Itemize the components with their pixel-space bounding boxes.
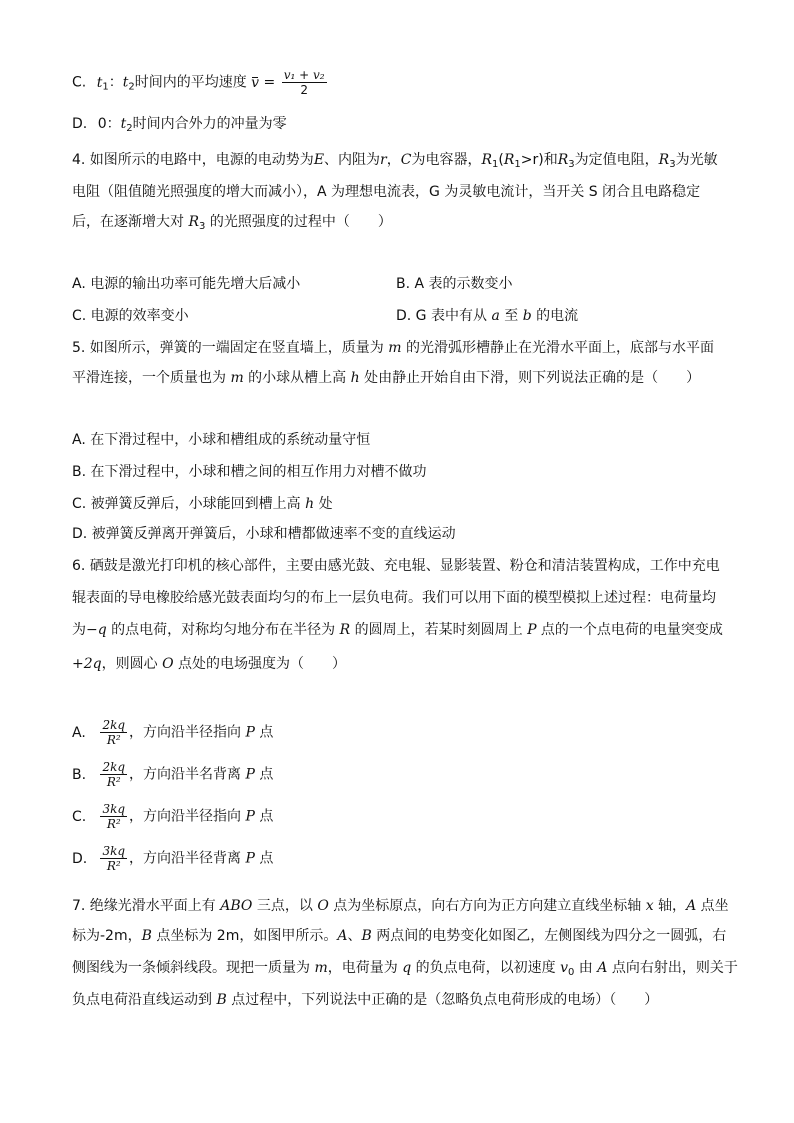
numerator: 3kq [102,802,126,816]
q4-option-b: B. A 表的示数变小 [396,276,513,292]
q5-option-c [72,494,333,514]
q6-option-a [72,718,273,747]
q7-line-3 [72,958,738,983]
text: 点过程中，下列说法中正确的是（忽略负点电荷形成的电场）（ ） [226,992,659,1008]
fraction [100,802,127,831]
q6-line-2: 辊表面的导电橡胶给感光鼓表面均匀的布上一层负电荷。我们可以用下面的模型模拟上述过程：电荷量均 [72,590,716,606]
q3-option-c [72,68,329,98]
text: ，方向沿半径指向 [129,724,246,741]
text: ，方向沿半径指向 [129,808,246,825]
denominator: R² [106,859,121,873]
text: 5. 如图所示，弹簧的一端固定在竖直墙上，质量为 [72,340,389,356]
var: +2q [72,656,102,672]
denominator: R² [106,817,121,831]
var: A [337,928,348,944]
q5-option-b: B. 在下滑过程中，小球和槽之间的相互作用力对槽不做功 [72,464,427,480]
text: 三点，以 [252,898,318,914]
text: ( [498,152,504,168]
var: P [245,850,255,867]
subscript: 1 [492,159,499,170]
q4-option-d [396,306,578,326]
q4-line-2: 电阻（阻值随光照强度的增大而减小），A 为理想电流表，G 为灵敏电流计，当开关 S 闭合且电路稳定 [72,184,701,200]
text: 负点电荷沿直线运动到 [72,992,217,1008]
var-t: t [96,74,103,91]
q5-option-d: D. 被弹簧反弹离开弹簧后，小球和槽都做速率不变的直线运动 [72,526,456,542]
q6-option-c [72,802,273,831]
option-text: 时间内合外力的冲量为零 [132,116,287,132]
numerator: 3kq [102,844,126,858]
text: 、 [347,928,362,944]
text: 点 [254,850,274,867]
text: 处 [314,496,333,512]
var: m [388,340,402,356]
text: 为 [72,622,86,638]
text: 为定值电阻， [574,152,659,168]
var: −q [86,622,107,638]
var: R [503,152,515,168]
denominator: 2 [300,83,308,97]
numerator: v₁ + v₂ [283,68,325,82]
var: R [658,152,670,168]
denominator: R² [106,775,121,789]
text: 的点电荷，对称均匀地分布在半径为 [106,622,340,638]
var: O [317,898,329,914]
denominator: R² [106,733,121,747]
text: 4. 如图所示的电路中，电源的电动势为 [72,152,314,168]
var: E [313,152,325,168]
option-label: D. [72,116,88,132]
var: B [216,992,227,1008]
var: m [314,960,328,976]
q7-line-4 [72,990,658,1010]
text: C. 被弹簧反弹后，小球能回到槽上高 [72,496,306,512]
text: ， [386,152,401,168]
var: a [491,308,500,324]
text: 的光照强度的过程中（ ） [205,214,392,230]
numerator: 2kq [102,760,126,774]
text: 、内阻为 [324,152,381,168]
text: 由 [574,960,598,976]
var: P [527,622,537,638]
option-text: 0： [97,116,121,132]
q6-line-4 [72,654,346,674]
text: 为电容器， [411,152,482,168]
text: 7. 绝缘光滑水平面上有 [72,898,221,914]
text: 点 [254,724,274,741]
var: v [560,960,568,976]
var-t: t [120,116,127,132]
var: A [686,898,697,914]
var: b [522,308,532,324]
var: r [380,152,387,168]
numerator: 2kq [102,718,126,732]
var: C [400,152,412,168]
q6-line-1: 6. 硒鼓是激光打印机的核心部件，主要由感光鼓、充电辊、显影装置、粉仓和清洁装置构成，工作中充电 [72,558,720,574]
fraction [100,718,127,747]
q5-option-a: A. 在下滑过程中，小球和槽组成的系统动量守恒 [72,432,371,448]
subscript: 3 [669,159,676,170]
text: 点向右射出，则关于 [607,960,738,976]
text: >r)和 [520,152,558,168]
var: q [402,960,412,976]
text: 轴， [653,898,687,914]
var: O [162,656,174,672]
text: 处由静止开始自由下滑，则下列说法正确的是（ ） [359,370,701,386]
text: 的小球从槽上高 [243,370,351,386]
q4-line-1 [72,150,718,175]
text: 点坐标为 2m，如图甲所示。 [151,928,338,944]
q6-option-b [72,760,273,789]
text: 为光敏 [675,152,718,168]
var: m [230,370,244,386]
q4-option-a: A. 电源的输出功率可能先增大后减小 [72,276,301,292]
subscript: 2 [128,81,135,93]
text: 至 [499,308,523,324]
var: R [481,152,493,168]
var: h [350,370,360,386]
option-label: B. [72,766,87,783]
equals: = [263,74,276,91]
fraction [100,760,127,789]
text: 点 [254,766,274,783]
text: 点处的电场强度为（ ） [173,656,346,672]
var: ABO [220,898,253,914]
option-label: A. [72,724,86,741]
var: R [339,622,351,638]
text: 后，在逐渐增大对 [72,214,189,230]
option-label: C. [72,808,87,825]
text: 的电流 [531,308,579,324]
var: x [645,898,654,914]
text: 的圆周上，若某时刻圆周上 [350,622,528,638]
subscript: 1 [514,159,521,170]
q6-line-3 [72,620,723,640]
text: 点坐 [696,898,729,914]
q4-line-3 [72,212,392,237]
var: A [597,960,608,976]
var-v-bar: v [251,74,260,91]
separator: ： [108,74,123,91]
text: 侧图线为一条倾斜线段。现把一质量为 [72,960,315,976]
option-label: C. [72,74,87,91]
subscript: 3 [568,159,575,170]
option-text: 时间内的平均速度 [134,74,247,91]
var: P [245,724,255,741]
var: R [188,214,199,230]
text: ，方向沿半名背离 [129,766,246,783]
text: 点 [254,808,274,825]
q4-option-c: C. 电源的效率变小 [72,308,189,324]
text: ，则圆心 [101,656,163,672]
subscript: 3 [199,221,206,232]
subscript: 2 [126,123,133,134]
q6-option-d [72,844,273,873]
var: P [245,766,255,783]
q5-line-2 [72,368,700,388]
var: B [141,928,152,944]
fraction [282,68,327,97]
var: R [557,152,569,168]
subscript: 0 [567,967,575,978]
text: 的光滑弧形槽静止在光滑水平面上，底部与水平面 [401,340,714,356]
q7-line-2 [72,926,726,946]
subscript: 1 [102,81,109,93]
text: 两点间的电势变化如图乙，左侧图线为四分之一圆弧，右 [371,928,727,944]
var-t: t [122,74,129,91]
text: ，方向沿半径背离 [129,850,246,867]
q7-line-1 [72,896,729,916]
text: 的负点电荷，以初速度 [411,960,561,976]
text: 点为坐标原点，向右方向为正方向建立直线坐标轴 [328,898,646,914]
text: 点的一个点电荷的电量突变成 [536,622,723,638]
option-label: D. [72,850,88,867]
var: h [305,496,315,512]
text: 平滑连接，一个质量也为 [72,370,231,386]
var: P [245,808,255,825]
q3-option-d [72,114,287,139]
var: B [361,928,372,944]
q5-line-1 [72,338,714,358]
text: D. G 表中有从 [396,308,492,324]
text: 标为-2m， [72,928,142,944]
text: ，电荷量为 [327,960,403,976]
fraction [100,844,127,873]
